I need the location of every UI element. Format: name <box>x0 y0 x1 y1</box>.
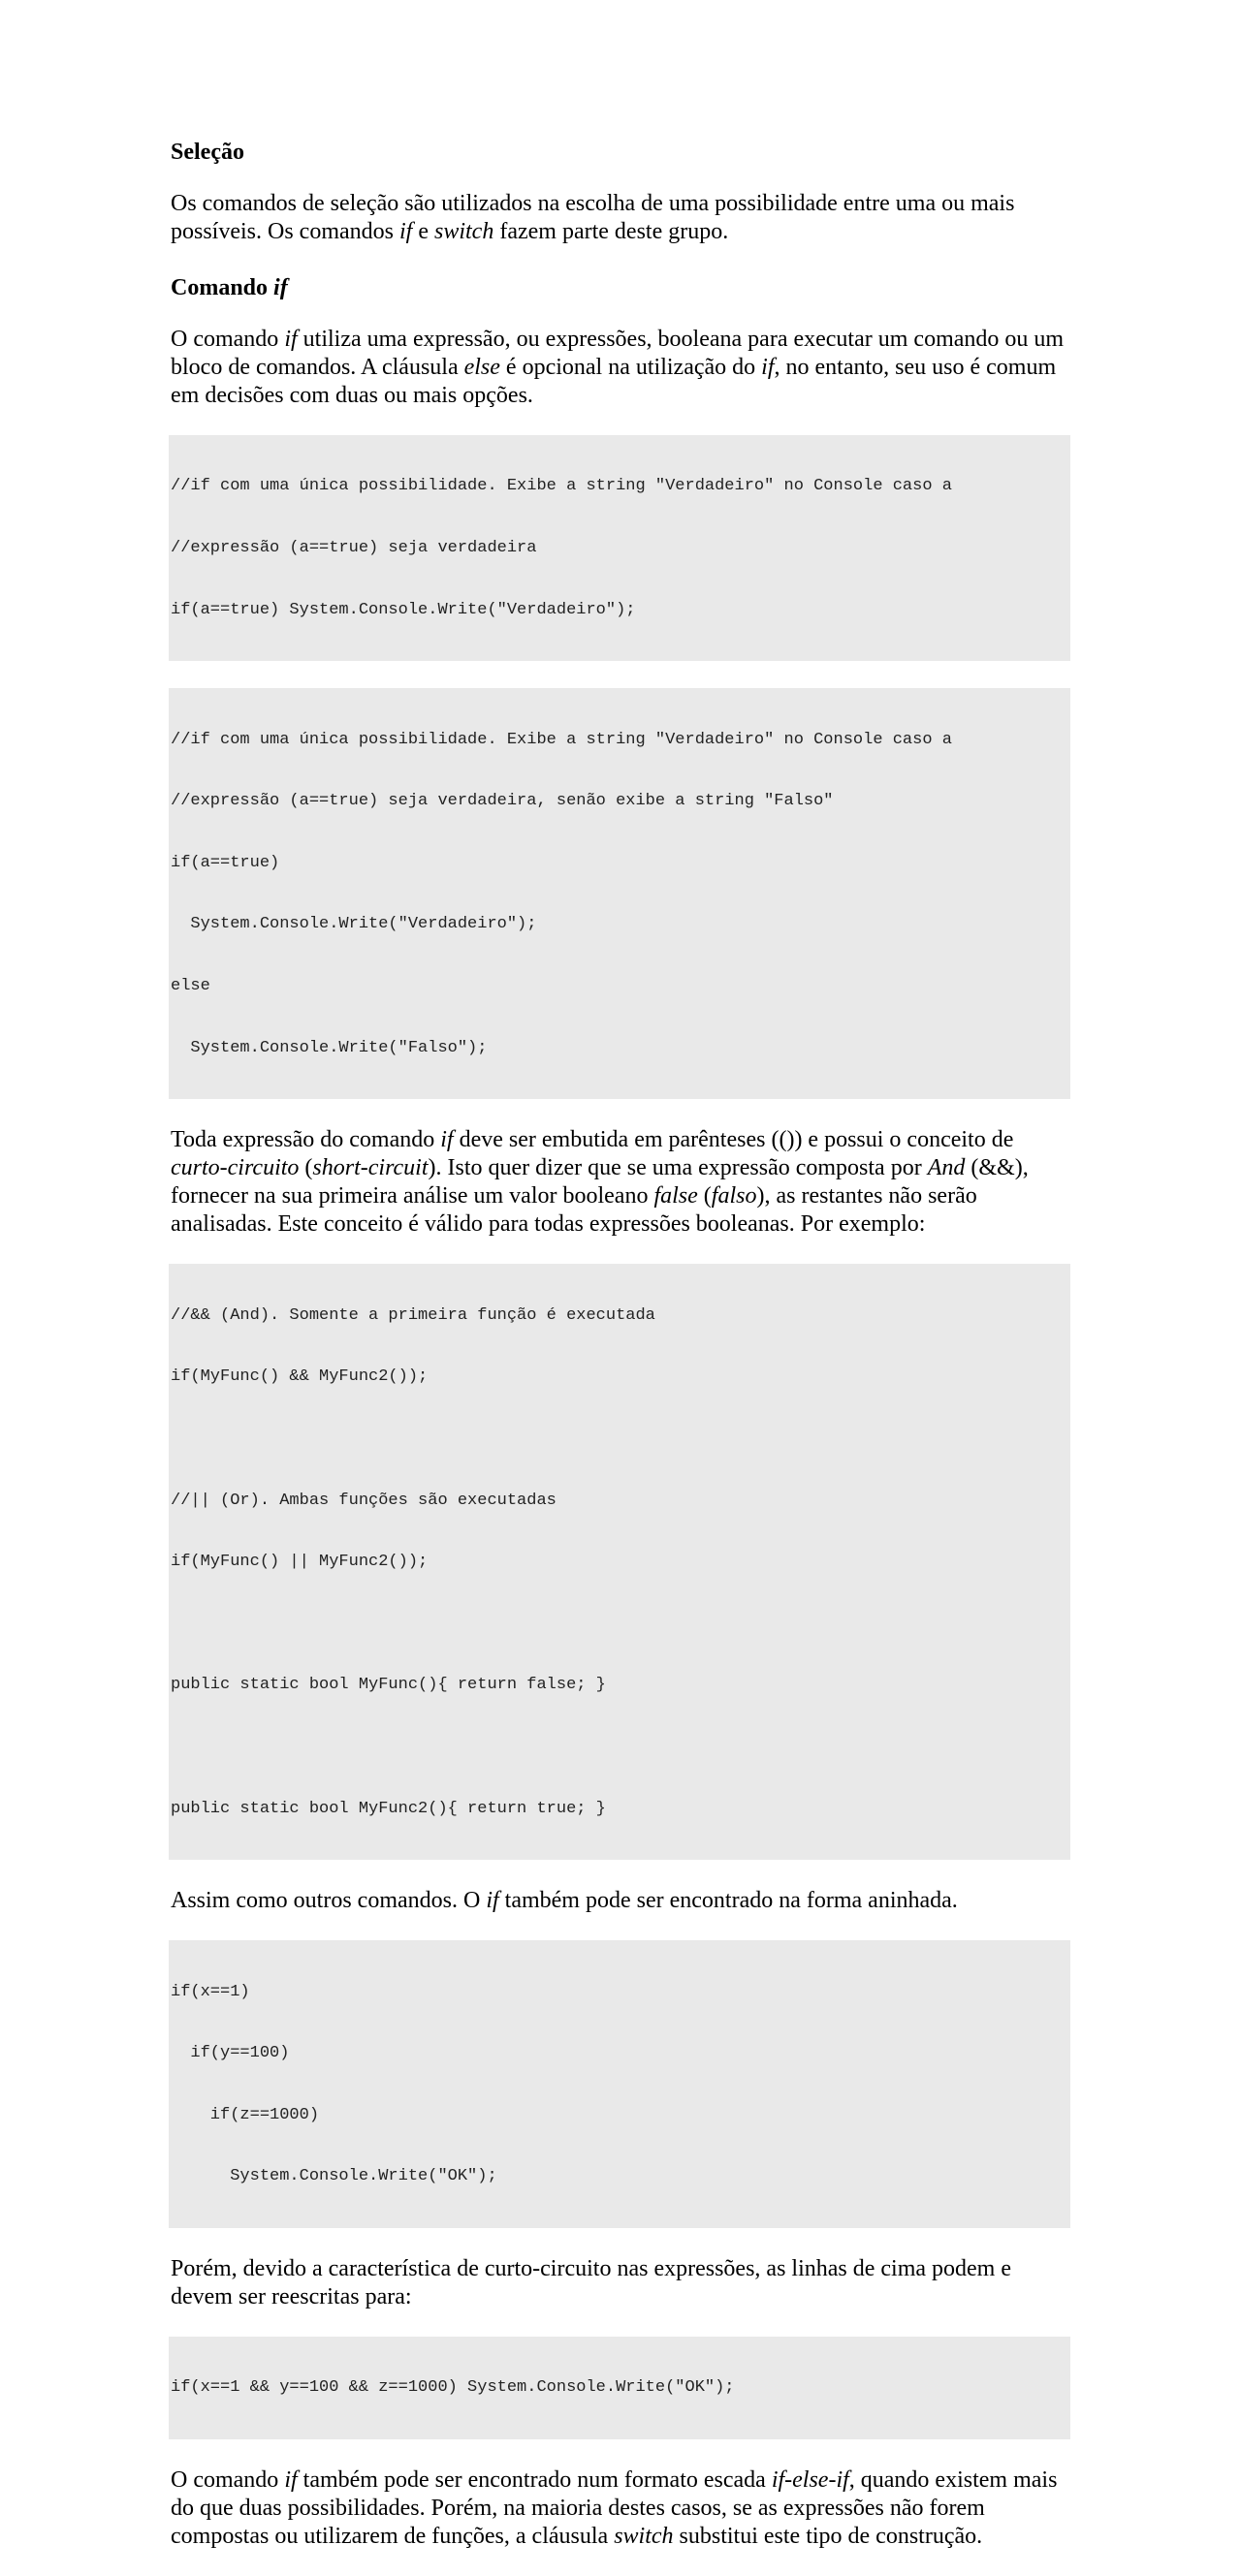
text: é opcional na utilização do <box>499 355 762 380</box>
nested-if-paragraph <box>171 1887 1070 1915</box>
rewrite-paragraph: Porém, devido a característica de curto-circuito nas expressões, as linhas de cima podem e devem ser reescritas para: <box>171 2255 1011 2309</box>
text: ( <box>697 1183 712 1209</box>
keyword-if: if <box>486 1888 499 1914</box>
text: , no entanto, seu uso é comum em decisões com duas ou mais opções. <box>171 355 1057 408</box>
text: Os comandos de seleção são utilizados na escolha de uma possibilidade entre uma ou mais possíveis. Os comandos <box>171 191 1015 244</box>
section-heading-comando-if <box>171 271 1070 304</box>
code-line: if(MyFunc() || MyFunc2()); <box>171 1553 429 1572</box>
text: , quando existem mais do que duas possibilidades. Porém, na maioria destes casos, se as expressões não forem compostas ou utilizarem de funções, a cláusula <box>171 2467 1058 2549</box>
if-description-paragraph <box>171 326 1070 410</box>
keyword-switch: switch <box>434 219 494 244</box>
code-line: //if com uma única possibilidade. Exibe a string "Verdadeiro" no Console caso a <box>171 730 952 749</box>
code-line: if(z==1000) <box>171 2105 320 2124</box>
text: ( <box>299 1155 313 1181</box>
text: ). Isto quer dizer que se uma expressão composta por <box>428 1155 928 1181</box>
code-block-rewritten <box>169 2337 1070 2439</box>
code-line: public static bool MyFunc2(){ return true; } <box>171 1799 606 1818</box>
keyword-if: if <box>761 355 775 380</box>
text: O comando <box>171 2467 285 2493</box>
code-block-nested-if <box>169 1940 1070 2228</box>
code-line: if(x==1) <box>171 1982 250 2001</box>
text: deve ser embutida em parênteses (()) e possui o conceito de <box>453 1127 1014 1153</box>
term-if-else-if: if-else-if <box>771 2467 849 2493</box>
code-line: if(y==100) <box>171 2044 290 2063</box>
if-else-if-paragraph <box>171 2466 1070 2551</box>
code-line <box>171 1614 1070 1634</box>
code-block-if-else <box>169 688 1070 1099</box>
code-line <box>171 1429 1070 1449</box>
code-line <box>171 1737 1070 1757</box>
keyword-if: if <box>273 275 288 300</box>
keyword-if: if <box>399 219 413 244</box>
text: e <box>412 219 434 244</box>
text: substitui este tipo de construção. <box>673 2524 983 2549</box>
code-line: if(MyFunc() && MyFunc2()); <box>171 1367 429 1387</box>
code-line: if(x==1 && y==100 && z==1000) System.Console.Write("OK"); <box>171 2378 735 2398</box>
text: fazem parte deste grupo. <box>493 219 729 244</box>
code-line: System.Console.Write("Falso"); <box>171 1038 488 1057</box>
text: Comando <box>171 275 274 300</box>
term-falso: falso <box>711 1183 757 1209</box>
section-heading-selecao: Seleção <box>171 140 244 165</box>
keyword-switch: switch <box>614 2524 674 2549</box>
code-line: if(a==true) System.Console.Write("Verdadeiro"); <box>171 600 636 619</box>
text: Assim como outros comandos. O <box>171 1888 487 1914</box>
text: ), as restantes não serão analisadas. Este conceito é válido para todas expressões booleanas. Por exemplo: <box>171 1183 977 1238</box>
term-false: false <box>653 1183 698 1209</box>
document-page <box>171 136 1070 2576</box>
code-block-if-single <box>169 435 1070 661</box>
code-line: if(a==true) <box>171 853 280 872</box>
code-line: //|| (Or). Ambas funções são executadas <box>171 1491 557 1510</box>
code-line: System.Console.Write("OK"); <box>171 2167 497 2186</box>
term-short-circuit: short-circuit <box>312 1155 429 1181</box>
code-line: //expressão (a==true) seja verdadeira, senão exibe a string "Falso" <box>171 792 834 811</box>
text: Toda expressão do comando <box>171 1127 441 1153</box>
code-line: System.Console.Write("Verdadeiro"); <box>171 915 537 934</box>
text: (&&), fornecer na sua primeira análise um valor booleano <box>171 1155 1029 1209</box>
code-block-short-circuit <box>169 1264 1070 1860</box>
code-line: //if com uma única possibilidade. Exibe a string "Verdadeiro" no Console caso a <box>171 477 952 496</box>
short-circuit-paragraph <box>171 1126 1070 1239</box>
code-line: //expressão (a==true) seja verdadeira <box>171 539 537 558</box>
term-curto-circuito: curto-circuito <box>171 1155 300 1181</box>
keyword-if: if <box>440 1127 454 1153</box>
code-line: public static bool MyFunc(){ return false; } <box>171 1676 606 1695</box>
code-line: else <box>171 977 210 996</box>
term-and: And <box>927 1155 966 1181</box>
text: utiliza uma expressão, ou expressões, booleana para executar um comando ou um bloco de comandos. A cláusula <box>171 327 1065 380</box>
keyword-else: else <box>463 355 500 380</box>
keyword-if: if <box>284 327 298 352</box>
text: também pode ser encontrado num formato escada <box>297 2467 772 2493</box>
keyword-if: if <box>284 2467 298 2493</box>
code-line: //&& (And). Somente a primeira função é executada <box>171 1305 655 1325</box>
text: O comando <box>171 327 285 352</box>
text: também pode ser encontrado na forma aninhada. <box>498 1888 958 1914</box>
intro-paragraph <box>171 190 1070 246</box>
